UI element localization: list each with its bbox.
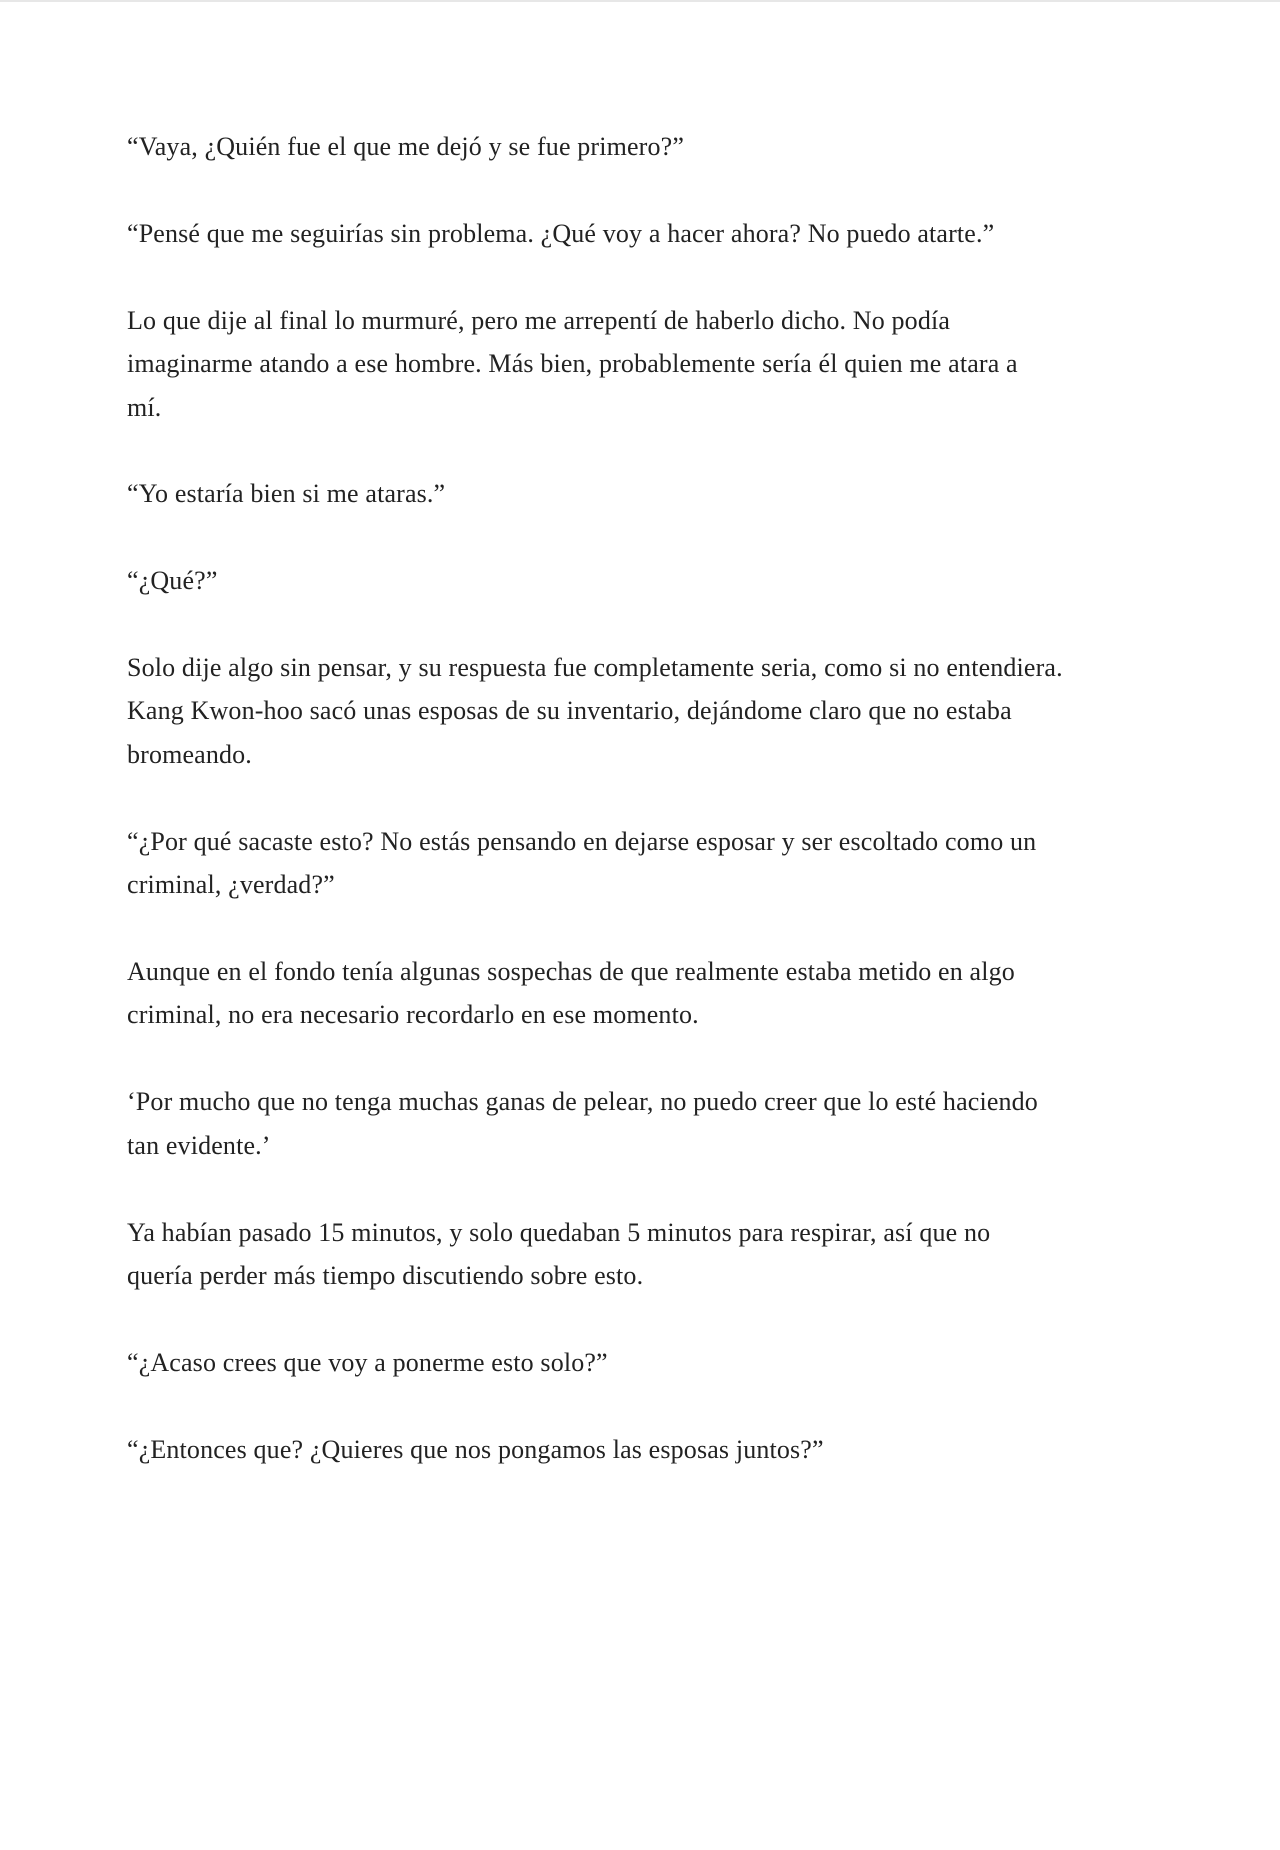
paragraph-narration-3 bbox=[127, 950, 1187, 1037]
paragraph-narration-2 bbox=[127, 646, 1187, 776]
text-line: “¿Por qué sacaste esto? No estás pensando en dejarse esposar y ser escoltado como un bbox=[127, 826, 1037, 856]
text-line: “¿Qué?” bbox=[127, 566, 218, 596]
text-line: Aunque en el fondo tenía algunas sospechas de que realmente estaba metido en algo bbox=[127, 957, 1015, 987]
text-line: Solo dije algo sin pensar, y su respuesta fue completamente seria, como si no entendiera. bbox=[127, 653, 1063, 683]
text-line: “¿Acaso crees que voy a ponerme esto solo?” bbox=[127, 1347, 608, 1377]
paragraph-dialogue-4 bbox=[127, 559, 1187, 602]
text-line: Kang Kwon-hoo sacó unas esposas de su inventario, dejándome claro que no estaba bbox=[127, 696, 1012, 726]
paragraph-dialogue-5 bbox=[127, 820, 1187, 907]
text-line: “Pensé que me seguirías sin problema. ¿Qué voy a hacer ahora? No puedo atarte.” bbox=[127, 218, 995, 248]
text-line: Ya habían pasado 15 minutos, y solo quedaban 5 minutos para respirar, así que no bbox=[127, 1217, 991, 1247]
text-line: criminal, no era necesario recordarlo en ese momento. bbox=[127, 1000, 699, 1030]
text-line: quería perder más tiempo discutiendo sobre esto. bbox=[127, 1260, 644, 1290]
text-line: Lo que dije al final lo murmuré, pero me arrepentí de haberlo dicho. No podía bbox=[127, 305, 951, 335]
text-line: criminal, ¿verdad?” bbox=[127, 870, 335, 900]
top-divider bbox=[0, 0, 1280, 2]
paragraph-inner-thought bbox=[127, 1080, 1187, 1167]
text-line: imaginarme atando a ese hombre. Más bien, probablemente sería él quien me atara a bbox=[127, 349, 1018, 379]
text-line: “Yo estaría bien si me ataras.” bbox=[127, 479, 446, 509]
paragraph-dialogue-7 bbox=[127, 1428, 1187, 1471]
text-line: “Vaya, ¿Quién fue el que me dejó y se fue primero?” bbox=[127, 132, 685, 161]
text-line: “¿Entonces que? ¿Quieres que nos pongamos las esposas juntos?” bbox=[127, 1434, 824, 1464]
paragraph-narration-4 bbox=[127, 1211, 1187, 1298]
paragraph-dialogue-6 bbox=[127, 1341, 1187, 1384]
text-line: tan evidente.’ bbox=[127, 1130, 271, 1160]
paragraph-dialogue-3 bbox=[127, 472, 1187, 515]
paragraph-dialogue-2 bbox=[127, 212, 1187, 255]
paragraph-narration-1 bbox=[127, 299, 1187, 429]
paragraph-dialogue-1 bbox=[127, 125, 1187, 168]
document-page bbox=[127, 125, 1187, 1515]
text-line: bromeando. bbox=[127, 739, 252, 769]
text-line: ‘Por mucho que no tenga muchas ganas de pelear, no puedo creer que lo esté haciendo bbox=[127, 1087, 1038, 1117]
text-line: mí. bbox=[127, 392, 162, 422]
